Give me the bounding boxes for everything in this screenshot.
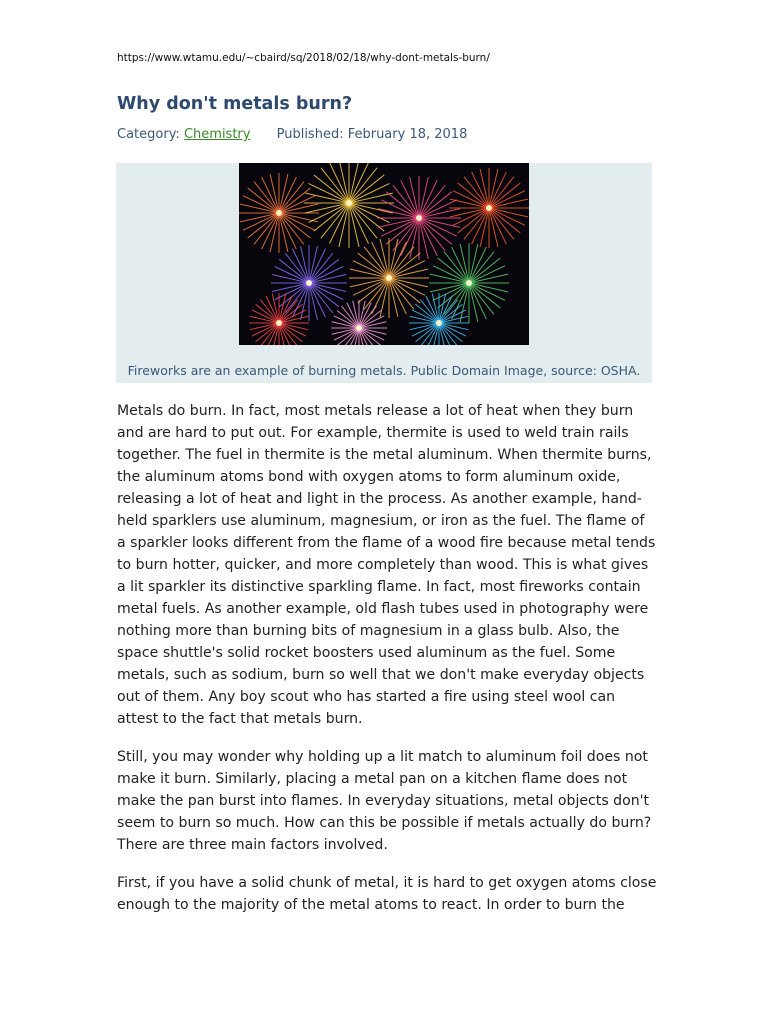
category-link[interactable]: Chemistry <box>183 127 251 142</box>
figure-caption: Fireworks are an example of burning metals. Public Domain Image, source: OSHA. <box>127 363 641 378</box>
paragraph: First, if you have a solid chunk of metal, it is hard to get oxygen atoms close enough to the majority of the metal atoms to react. In order to burn the <box>117 875 657 913</box>
figure <box>116 163 652 383</box>
page-url: https://www.wtamu.edu/~cbaird/sq/2018/02/18/why-dont-metals-burn/ <box>117 52 490 64</box>
page-title: Why don't metals burn? <box>117 94 353 114</box>
category-label: Category: <box>117 127 180 142</box>
paragraph: Still, you may wonder why holding up a lit match to aluminum foil does not make it burn. Similarly, placing a metal pan on a kitchen flame does not make the pan burst into flames. In everyday situations, metal objects don't seem to burn so much. How can this be possible if metals actually do burn? There are three main factors involved. <box>117 749 652 853</box>
published-date: Published: February 18, 2018 <box>276 127 468 142</box>
article-body <box>117 400 657 932</box>
paragraph: Metals do burn. In fact, most metals release a lot of heat when they burn and are hard to put out. For example, thermite is used to weld train rails together. The fuel in thermite is the metal aluminum. When thermite burns, the aluminum atoms bond with oxygen atoms to form aluminum oxide, releasing a lot of heat and light in the process. As another example, hand-held sparklers use aluminum, magnesium, or iron as the fuel. The flame of a sparkler looks different from the flame of a wood fire because metal tends to burn hotter, quicker, and more completely than wood. This is what gives a lit sparkler its distinctive sparkling flame. In fact, most fireworks contain metal fuels. As another example, old flash tubes used in photography were nothing more than burning bits of magnesium in a glass bulb. Also, the space shuttle's solid rocket boosters used aluminum as the fuel. Some metals, such as sodium, burn so well that we don't make everyday objects out of them. Any boy scout who has started a fire using steel wool can attest to the fact that metals burn. <box>117 403 656 727</box>
fireworks-photo <box>239 163 529 345</box>
article-meta <box>117 127 467 142</box>
